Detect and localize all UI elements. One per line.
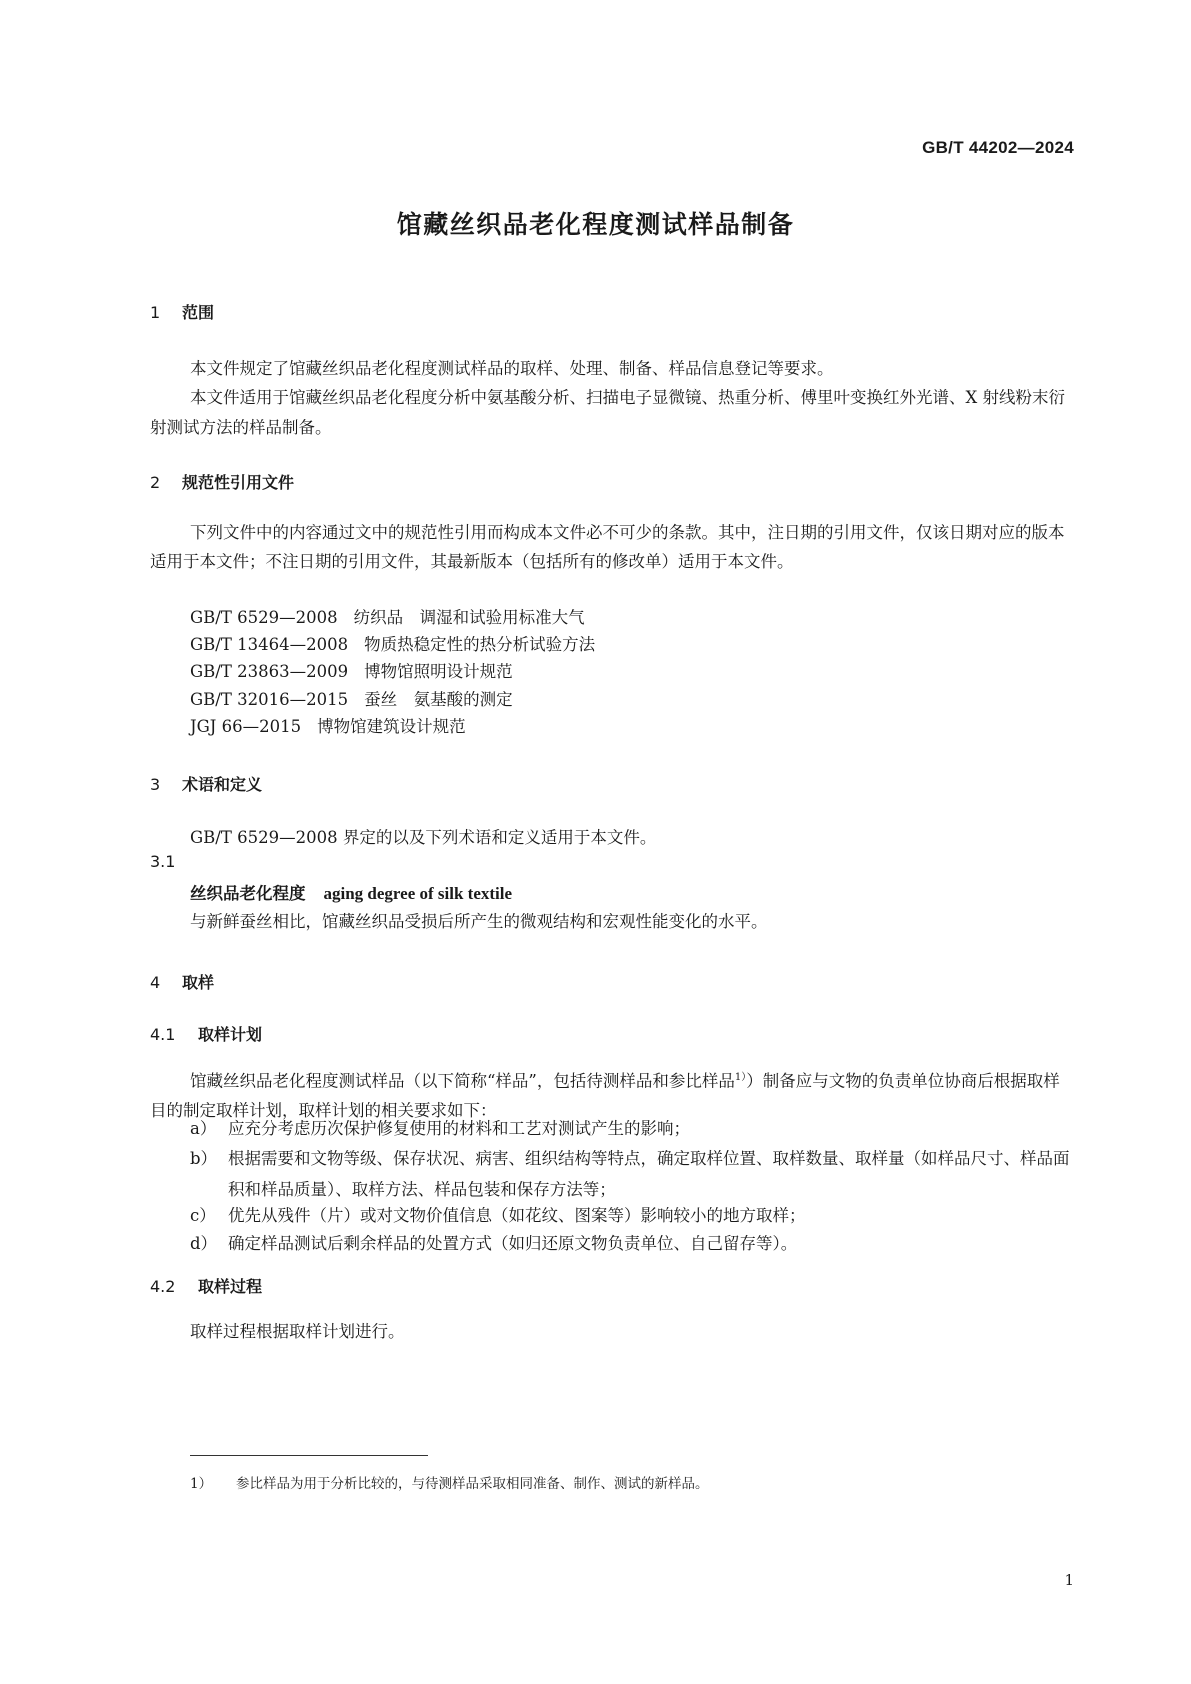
paragraph-text: ）制备应与文物的负责单位协商后根据取样目的制定取样计划，取样计划的相关要求如下： [150, 1071, 1060, 1120]
footnote-text: 参比样品为用于分析比较的，与待测样品采取相同准备、制作、测试的新样品。 [236, 1476, 709, 1492]
footnote-mark: 1） [190, 1476, 213, 1492]
list-item-text: 根据需要和文物等级、保存状况、病害、组织结构等特点，确定取样位置、取样数量、取样量（如样品尺寸、样品面积和样品质量）、取样方法、样品包装和保存方法等； [228, 1149, 1070, 1199]
subsection-4-1-heading [150, 1022, 262, 1045]
subsection-number: 4.1 [150, 1025, 176, 1044]
reference-item [190, 658, 513, 682]
standard-number: GB/T 44202—2024 [922, 138, 1074, 157]
list-item-text: 应充分考虑历次保护修复使用的材料和工艺对测试产生的影响； [228, 1119, 690, 1138]
reference-title: 博物馆建筑设计规范 [317, 717, 466, 736]
list-item-label: a） [190, 1119, 217, 1138]
reference-code: GB/T 32016—2015 [190, 690, 349, 709]
list-item-label: d） [190, 1234, 218, 1253]
term-english: aging degree of silk textile [323, 884, 513, 903]
subsection-title: 取样过程 [198, 1277, 263, 1296]
reference-code: GB/T 13464—2008 [190, 635, 349, 654]
reference-title: 蚕丝 氨基酸的测定 [364, 690, 513, 709]
list-item [190, 1143, 1080, 1205]
paragraph: 取样过程根据取样计划进行。 [190, 1322, 405, 1341]
paragraph: GB/T 6529—2008 界定的以及下列术语和定义适用于本文件。 [190, 828, 657, 847]
paragraph-text: 馆藏丝织品老化程度测试样品（以下简称“样品”，包括待测样品和参比样品 [190, 1071, 735, 1091]
section-number: 3 [150, 775, 161, 794]
list-item-text: 确定样品测试后剩余样品的处置方式（如归还原文物负责单位、自己留存等）。 [228, 1234, 798, 1253]
section-number: 2 [150, 473, 161, 492]
section-number: 4 [150, 973, 161, 992]
reference-item [190, 631, 595, 655]
list-item [190, 1113, 1080, 1144]
reference-item [190, 604, 585, 628]
document-title: 馆藏丝织品老化程度测试样品制备 [396, 210, 795, 239]
term-definition: 与新鲜蚕丝相比，馆藏丝织品受损后所产生的微观结构和宏观性能变化的水平。 [190, 912, 768, 931]
list-item [190, 1200, 1080, 1231]
subsection-4-2-heading [150, 1274, 262, 1297]
section-title: 规范性引用文件 [182, 473, 295, 492]
paragraph: 本文件规定了馆藏丝织品老化程度测试样品的取样、处理、制备、样品信息登记等要求。 [190, 359, 834, 378]
reference-code: GB/T 23863—2009 [190, 662, 349, 681]
term-chinese: 丝织品老化程度 [190, 884, 306, 903]
term-number: 3.1 [150, 852, 176, 871]
section-title: 术语和定义 [182, 775, 263, 794]
subsection-number: 4.2 [150, 1277, 176, 1296]
reference-code: GB/T 6529—2008 [190, 608, 338, 627]
page-number: 1 [1064, 1571, 1074, 1589]
paragraph: 本文件适用于馆藏丝织品老化程度分析中氨基酸分析、扫描电子显微镜、热重分析、傅里叶变换红外光谱、X 射线粉末衍射测试方法的样品制备。 [150, 388, 1065, 437]
reference-code: JGJ 66—2015 [190, 717, 302, 736]
section-3-heading [150, 772, 262, 795]
reference-title: 物质热稳定性的热分析试验方法 [364, 635, 596, 654]
list-item-label: c） [190, 1206, 216, 1225]
section-title: 范围 [182, 303, 215, 322]
footnote-reference: 1） [734, 1072, 747, 1083]
subsection-title: 取样计划 [198, 1025, 263, 1044]
section-number: 1 [150, 303, 161, 322]
paragraph: 下列文件中的内容通过文中的规范性引用而构成本文件必不可少的条款。其中，注日期的引用文件，仅该日期对应的版本适用于本文件；不注日期的引用文件，其最新版本（包括所有的修改单）适用于本文件。 [150, 523, 1065, 571]
term-entry [190, 880, 512, 904]
reference-title: 博物馆照明设计规范 [364, 662, 513, 681]
section-2-heading [150, 470, 294, 493]
section-1-heading [150, 300, 214, 323]
list-item [190, 1228, 1080, 1259]
footnote-divider [190, 1455, 428, 1456]
section-title: 取样 [182, 973, 215, 992]
reference-title: 纺织品 调湿和试验用标准大气 [353, 608, 585, 627]
list-item-text: 优先从残件（片）或对文物价值信息（如花纹、图案等）影响较小的地方取样； [228, 1206, 806, 1225]
section-4-heading [150, 970, 214, 993]
reference-item [190, 686, 513, 710]
reference-item [190, 713, 466, 737]
footnote [190, 1472, 709, 1492]
list-item-label: b） [190, 1149, 218, 1168]
